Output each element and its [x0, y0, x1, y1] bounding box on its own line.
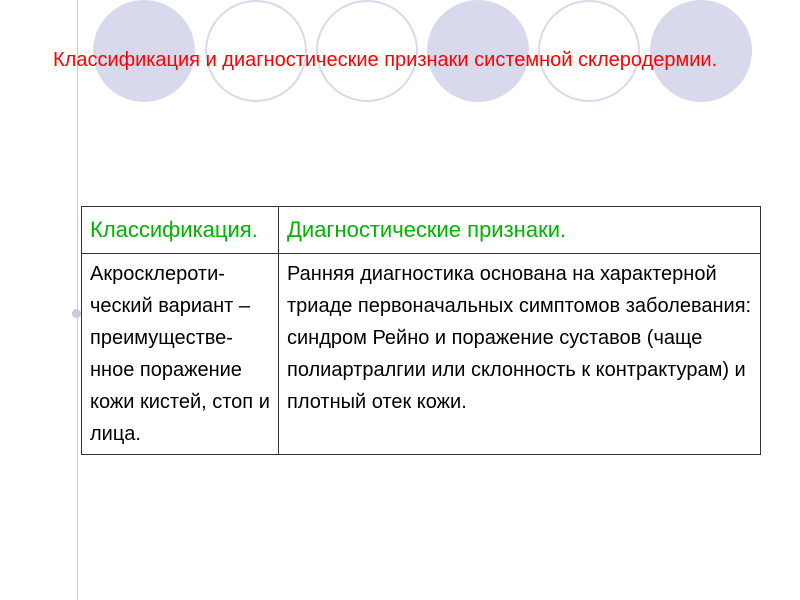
table-row	[82, 254, 761, 455]
decor-vertical-line	[77, 0, 78, 600]
table-header-row	[82, 207, 761, 254]
cell-diagnostic-signs: Ранняя диагностика основана на характерной триаде первоначальных симптомов заболевания: синдром Рейно и поражение суставов (чаще полиартралгии или склонность к контрактурам) и плотный отек кожи.	[279, 254, 761, 455]
bullet-dot	[72, 309, 81, 318]
classification-table	[81, 206, 761, 455]
header-classification: Классификация.	[82, 207, 279, 254]
slide-title: Классификация и диагностические признаки системной склеродермии.	[53, 49, 718, 71]
cell-classification: Акросклеротический вариант – преимущественное поражение кожи кистей, стоп и лица.	[82, 254, 279, 455]
header-diagnostic-signs: Диагностические признаки.	[279, 207, 761, 254]
